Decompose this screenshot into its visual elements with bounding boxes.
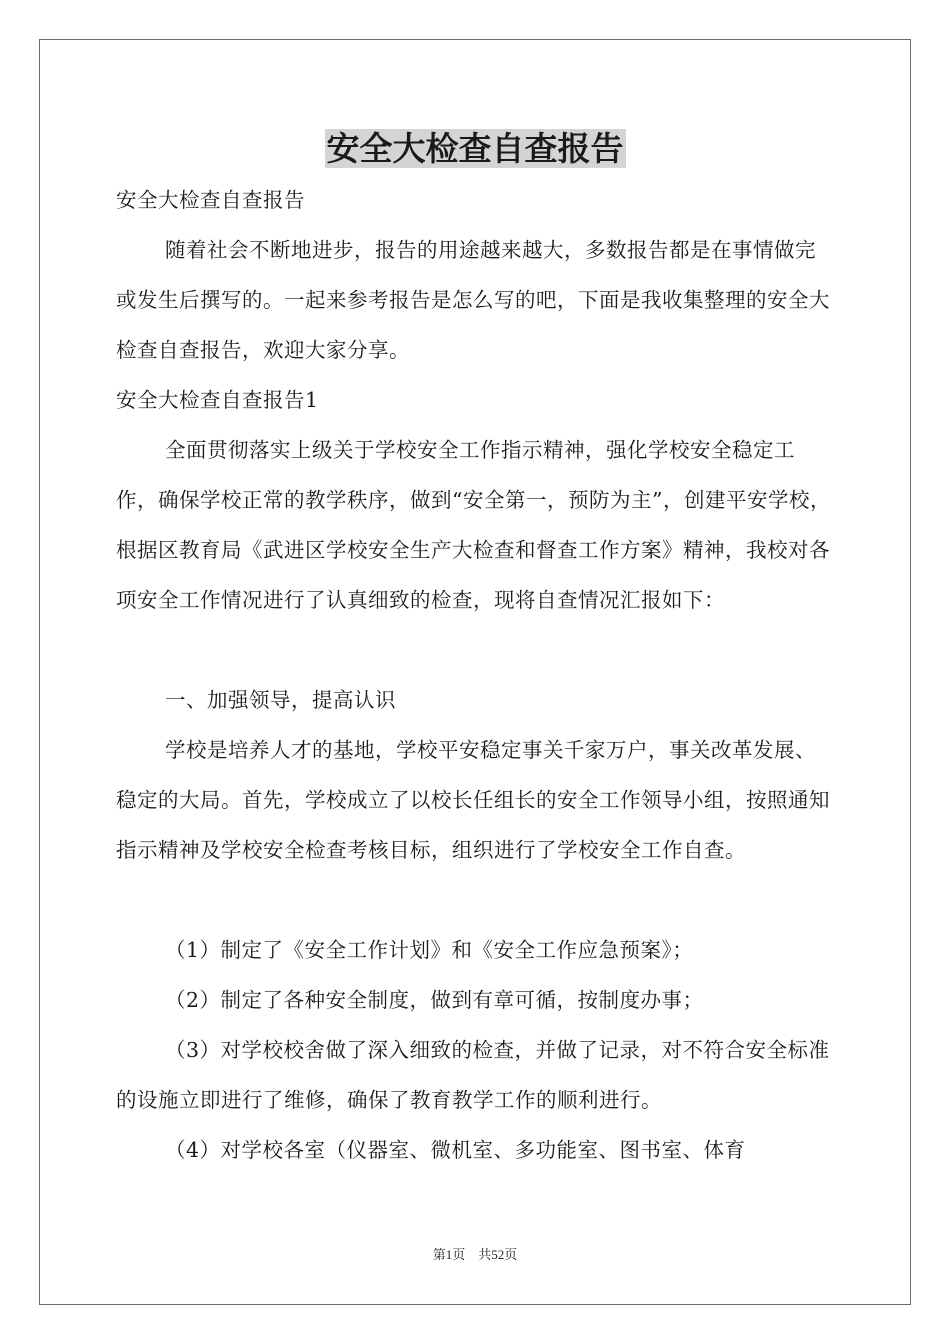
subheading-paragraph: 一、加强领导，提高认识: [165, 688, 396, 712]
body-paragraph: 全面贯彻落实上级关于学校安全工作指示精神，强化学校安全稳定工作，确保学校正常的教学秩序，做到“安全第一，预防为主”，创建平安学校，根据区教育局《武进区学校安全生产大检查和督查工作方案》精神，我校对各项安全工作情况进行了认真细致的检查，现将自查情况汇报如下：: [116, 438, 831, 612]
body-paragraph: 学校是培养人才的基地，学校平安稳定事关千家万户，事关改革发展、稳定的大局。首先，学校成立了以校长任组长的安全工作领导小组，按照通知指示精神及学校安全检查考核目标，组织进行了学校安全工作自查。: [116, 738, 830, 862]
page-number-footer: 第1页 共52页: [432, 1247, 518, 1262]
subtitle-paragraph: 安全大检查自查报告: [116, 188, 305, 212]
intro-paragraph: 随着社会不断地进步，报告的用途越来越大，多数报告都是在事情做完或发生后撰写的。一起来参考报告是怎么写的吧，下面是我收集整理的安全大检查自查报告，欢迎大家分享。: [116, 238, 830, 362]
section-heading: 安全大检查自查报告1: [116, 388, 319, 412]
list-item: （4）对学校各室（仪器室、微机室、多功能室、图书室、体育: [165, 1138, 746, 1162]
document-title: 安全大检查自查报告: [326, 129, 624, 168]
list-item: （2）制定了各种安全制度，做到有章可循，按制度办事；: [165, 988, 704, 1012]
list-item: （3）对学校校舍做了深入细致的检查，并做了记录，对不符合安全标准的设施立即进行了维修，确保了教育教学工作的顺利进行。: [116, 1038, 830, 1112]
list-item: （1）制定了《安全工作计划》和《安全工作应急预案》；: [165, 938, 694, 962]
